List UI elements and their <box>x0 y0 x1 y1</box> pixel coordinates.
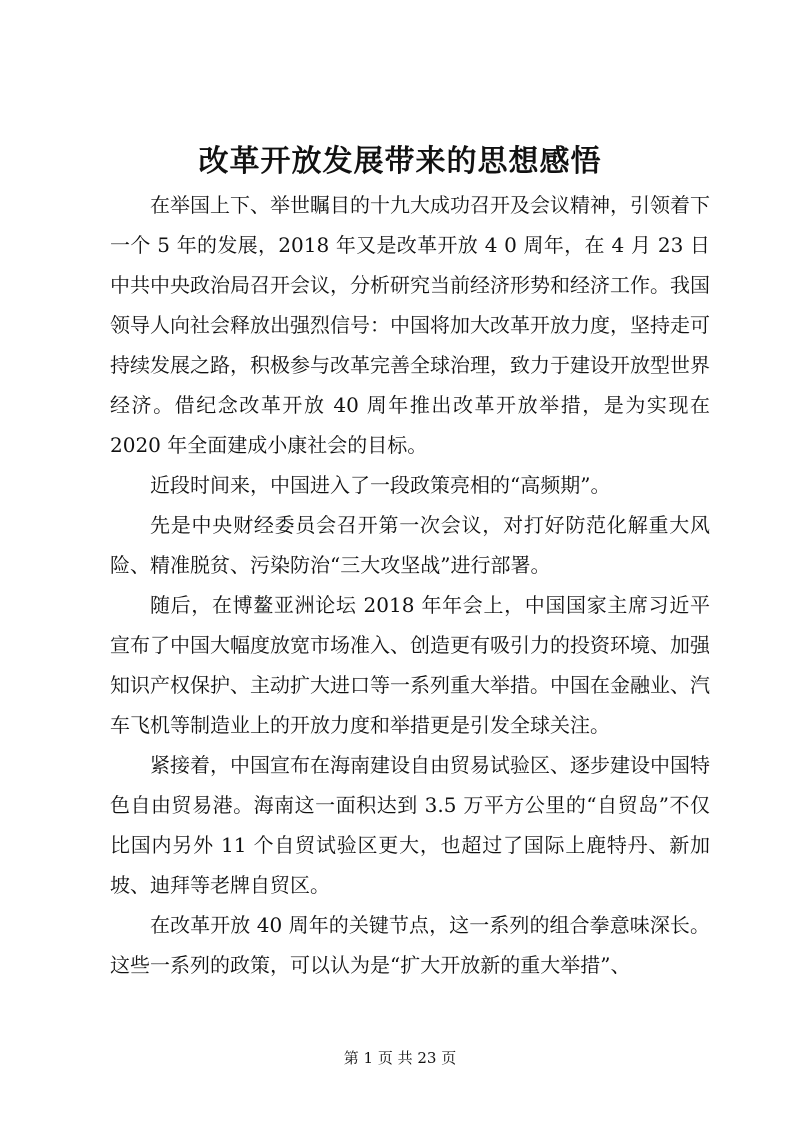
paragraph: 先是中央财经委员会召开第一次会议，对打好防范化解重大风险、精准脱贫、污染防治“三大攻坚战”进行部署。 <box>110 513 710 577</box>
paragraph: 紧接着，中国宣布在海南建设自由贸易试验区、逐步建设中国特色自由贸易港。海南这一面积达到 3.5 万平方公里的“自贸岛”不仅比国内另外 11 个自贸试验区更大，也超过了国际上鹿特丹、新加坡、迪拜等老牌自贸区。 <box>110 753 710 897</box>
page-footer: 第 1 页 共 23 页 <box>343 1049 457 1067</box>
page-title: 改革开放发展带来的思想感悟 <box>198 144 602 179</box>
paragraph: 在举国上下、举世瞩目的十九大成功召开及会议精神，引领着下一个 5 年的发展，2018 年又是改革开放 4 0 周年，在 4 月 23 日中共中央政治局召开会议，分析研究当前经济形势和经济工作。我国领导人向社会释放出强烈信号：中国将加大改革开放力度，坚持走可持续发展之路，积极参与改革完善全球治理，致力于建设开放型世界经济。借纪念改革开放 40 周年推出改革开放举措，是为实现在 2020 年全面建成小康社会的目标。 <box>110 193 710 457</box>
document-body <box>110 185 710 985</box>
paragraph: 近段时间来，中国进入了一段政策亮相的“高频期”。 <box>150 473 611 497</box>
paragraph: 在改革开放 40 周年的关键节点，这一系列的组合拳意味深长。这些一系列的政策，可以认为是“扩大开放新的重大举措”、 <box>110 913 710 977</box>
paragraph: 随后，在博鳌亚洲论坛 2018 年年会上，中国国家主席习近平宣布了中国大幅度放宽市场准入、创造更有吸引力的投资环境、加强知识产权保护、主动扩大进口等一系列重大举措。中国在金融业、汽车飞机等制造业上的开放力度和举措更是引发全球关注。 <box>110 593 710 737</box>
